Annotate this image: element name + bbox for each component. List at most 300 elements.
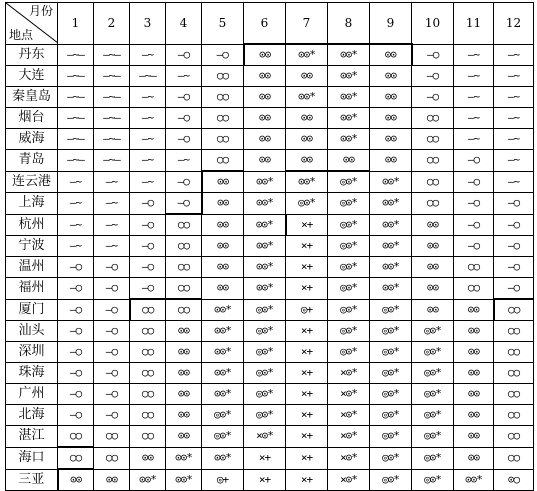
climate-cell: ⊙⊙* (370, 278, 412, 300)
climate-cell: ×+ (286, 257, 328, 278)
climate-cell: ◎⊙* (412, 447, 454, 469)
month-header-12: 12 (494, 3, 534, 45)
climate-cell: ◎⊙* (412, 426, 454, 448)
climate-cell: ×⊙* (328, 469, 370, 491)
climate-cell: ◎⊙* (370, 426, 412, 448)
climate-cell: ⊙⊙* (202, 363, 244, 384)
climate-cell: —~ (130, 171, 166, 193)
climate-cell: ⊙⊙* (328, 44, 370, 66)
month-header-9: 9 (370, 3, 412, 45)
climate-cell: ⊙⊙ (370, 66, 412, 87)
climate-cell: ⊙⊙ (454, 405, 494, 426)
place-name: 秦皇岛 (6, 87, 58, 108)
climate-cell: ○○ (130, 321, 166, 342)
climate-cell: ⊙⊙ (166, 426, 202, 448)
climate-cell: ◎⊙* (328, 257, 370, 278)
climate-cell: ◎⊙* (202, 426, 244, 448)
climate-cell: —○ (166, 44, 202, 66)
climate-cell: ○○ (412, 150, 454, 172)
climate-cell: ○○ (130, 405, 166, 426)
climate-cell: —○ (130, 236, 166, 257)
climate-cell: ⊙⊙ (454, 342, 494, 363)
climate-cell: —○ (202, 44, 244, 66)
climate-cell: ⊙⊙* (202, 342, 244, 363)
climate-cell: —○ (454, 150, 494, 172)
climate-cell: —○ (494, 214, 534, 236)
place-name: 三亚 (6, 469, 58, 491)
month-header-10: 10 (412, 3, 454, 45)
table-row (6, 278, 534, 300)
climate-cell: —○ (454, 236, 494, 257)
climate-cell: —~— (58, 108, 94, 129)
climate-cell: ○○ (166, 278, 202, 300)
table-row (6, 66, 534, 87)
climate-cell: ⊙⊙ (412, 299, 454, 321)
climate-cell: ⊙⊙* (454, 469, 494, 491)
climate-cell: ⊙⊙ (166, 321, 202, 342)
climate-cell: —~ (58, 214, 94, 236)
place-name: 大连 (6, 66, 58, 87)
climate-cell: —○ (94, 278, 130, 300)
climate-cell: ◎⊙* (202, 405, 244, 426)
climate-cell: ◎⊙* (328, 278, 370, 300)
climate-cell: ○○ (202, 66, 244, 87)
table-row (6, 342, 534, 363)
climate-cell: ○○ (412, 193, 454, 215)
climate-cell: ⊙⊙* (202, 299, 244, 321)
climate-cell: —~ (94, 193, 130, 215)
climate-cell: —○ (58, 278, 94, 300)
climate-cell: ○○ (494, 447, 534, 469)
climate-cell: ⊙⊙* (244, 193, 286, 215)
table-row (6, 426, 534, 448)
place-name: 烟台 (6, 108, 58, 129)
climate-cell: —○ (166, 171, 202, 193)
climate-cell: ○○ (166, 299, 202, 321)
climate-cell: ×+ (286, 236, 328, 257)
climate-cell: —~ (494, 66, 534, 87)
climate-cell: ⊙⊙ (454, 299, 494, 321)
climate-cell: ⊙⊙* (370, 236, 412, 257)
climate-cell: —○ (94, 257, 130, 278)
climate-cell: ◎⊙* (370, 363, 412, 384)
climate-cell: ⊙⊙ (244, 150, 286, 172)
climate-cell: —○ (58, 321, 94, 342)
climate-cell: —~ (494, 171, 534, 193)
climate-cell: ◎⊙* (328, 299, 370, 321)
climate-cell: —~— (130, 66, 166, 87)
climate-cell: ◎⊙* (244, 299, 286, 321)
climate-cell: ×+ (286, 469, 328, 491)
climate-cell: —○ (454, 171, 494, 193)
climate-cell: ⊙⊙ (202, 257, 244, 278)
climate-cell: —○ (454, 193, 494, 215)
climate-cell: —○ (94, 405, 130, 426)
place-name: 上海 (6, 193, 58, 215)
climate-cell: ×+ (286, 214, 328, 236)
climate-cell: ⊙⊙ (286, 150, 328, 172)
climate-cell: ◎⊙* (370, 405, 412, 426)
climate-cell: ○○ (454, 278, 494, 300)
table-row (6, 363, 534, 384)
climate-cell: ◎⊙* (412, 342, 454, 363)
climate-cell: —~ (494, 108, 534, 129)
climate-cell: ⊙⊙ (454, 447, 494, 469)
place-name: 湛江 (6, 426, 58, 448)
climate-cell: ⊙⊙* (370, 214, 412, 236)
table-row (6, 384, 534, 405)
climate-cell: —~— (58, 44, 94, 66)
climate-cell: —~ (454, 108, 494, 129)
climate-cell: ×⊙* (328, 363, 370, 384)
climate-cell: ◎+ (202, 469, 244, 491)
climate-cell: ⊙⊙ (286, 129, 328, 150)
climate-cell: —○ (166, 108, 202, 129)
climate-cell: —○ (494, 257, 534, 278)
climate-cell: ○○ (202, 150, 244, 172)
climate-cell: —○ (58, 342, 94, 363)
climate-cell: —○ (412, 44, 454, 66)
month-header-6: 6 (244, 3, 286, 45)
climate-cell: —~ (494, 44, 534, 66)
climate-cell: ⊙⊙ (58, 469, 94, 491)
climate-cell: ◎⊙* (328, 214, 370, 236)
header-row (6, 3, 534, 45)
climate-cell: ⊙⊙ (244, 44, 286, 66)
climate-cell: ⊙⊙* (286, 44, 328, 66)
climate-month-table (5, 2, 534, 491)
climate-cell: —~ (454, 44, 494, 66)
climate-cell: —~ (166, 150, 202, 172)
corner-cell (6, 3, 58, 45)
climate-cell: ◎⊙* (328, 193, 370, 215)
table-row (6, 321, 534, 342)
climate-cell: ○○ (130, 363, 166, 384)
climate-cell: ◎⊙* (328, 171, 370, 193)
climate-cell: ◎⊙* (244, 363, 286, 384)
climate-cell: ⊙⊙* (166, 469, 202, 491)
place-name: 温州 (6, 257, 58, 278)
climate-cell: —~ (130, 87, 166, 108)
climate-cell: ×+ (286, 384, 328, 405)
climate-cell: ⊙⊙ (166, 342, 202, 363)
climate-cell: —○ (494, 236, 534, 257)
climate-cell: ×⊙* (244, 426, 286, 448)
climate-cell: ⊙⊙ (244, 108, 286, 129)
climate-cell: ○○ (202, 108, 244, 129)
climate-cell: ◎⊙* (370, 342, 412, 363)
climate-cell: ⊙⊙ (202, 171, 244, 193)
climate-cell: ○○ (130, 426, 166, 448)
climate-cell: ◎⊙* (370, 321, 412, 342)
table-row (6, 171, 534, 193)
climate-cell: ⊙⊙ (370, 87, 412, 108)
month-header-1: 1 (58, 3, 94, 45)
place-name: 连云港 (6, 171, 58, 193)
climate-cell: ◎⊙* (244, 342, 286, 363)
climate-cell: ×⊙* (328, 447, 370, 469)
place-name: 宁波 (6, 236, 58, 257)
climate-cell: ⊙⊙ (166, 405, 202, 426)
climate-cell: —○ (412, 66, 454, 87)
climate-cell: ○○ (166, 214, 202, 236)
month-header-3: 3 (130, 3, 166, 45)
climate-cell: ⊙⊙ (412, 236, 454, 257)
table-row (6, 87, 534, 108)
climate-cell: ○○ (130, 299, 166, 321)
climate-cell: —~— (58, 150, 94, 172)
table-row (6, 193, 534, 215)
climate-cell: —~ (166, 66, 202, 87)
climate-cell: ◎⊙* (412, 321, 454, 342)
climate-cell: ○○ (58, 426, 94, 448)
climate-cell: ○○ (94, 426, 130, 448)
climate-cell: ⊙⊙ (286, 66, 328, 87)
month-header-7: 7 (286, 3, 328, 45)
climate-cell: ◎⊙* (328, 342, 370, 363)
climate-cell: —~— (94, 66, 130, 87)
table-row (6, 129, 534, 150)
month-header-2: 2 (94, 3, 130, 45)
climate-cell: ○○ (494, 342, 534, 363)
climate-cell: ⊙⊙ (130, 447, 166, 469)
climate-cell: —~— (58, 87, 94, 108)
climate-cell: ⊙⊙* (286, 87, 328, 108)
climate-cell: —~ (94, 171, 130, 193)
climate-cell: —○ (94, 299, 130, 321)
climate-cell: ⊙⊙ (328, 150, 370, 172)
climate-cell: ○○ (166, 236, 202, 257)
climate-cell: —~ (58, 171, 94, 193)
climate-cell: ◎⊙* (412, 405, 454, 426)
table-row (6, 469, 534, 491)
climate-cell: ◎⊙* (370, 447, 412, 469)
climate-cell: —○ (494, 278, 534, 300)
climate-cell: ○○ (494, 321, 534, 342)
climate-cell: —○ (412, 87, 454, 108)
month-header-8: 8 (328, 3, 370, 45)
climate-cell: ◎⊙* (244, 321, 286, 342)
climate-cell: ⊙⊙* (328, 66, 370, 87)
place-name: 广州 (6, 384, 58, 405)
climate-cell: ⊙⊙ (412, 257, 454, 278)
climate-cell: —○ (58, 363, 94, 384)
climate-cell: —○ (166, 87, 202, 108)
month-header-4: 4 (166, 3, 202, 45)
climate-cell: ○○ (494, 384, 534, 405)
climate-cell: —~— (94, 108, 130, 129)
place-name: 汕头 (6, 321, 58, 342)
place-name: 北海 (6, 405, 58, 426)
climate-cell: ◎⊙* (328, 236, 370, 257)
place-axis-label: 地点 (9, 27, 34, 42)
month-header-5: 5 (202, 3, 244, 45)
climate-cell: ⊙⊙* (286, 171, 328, 193)
place-name: 珠海 (6, 363, 58, 384)
climate-cell: —~— (94, 129, 130, 150)
climate-cell: ◎⊙* (244, 405, 286, 426)
climate-cell: ○○ (58, 447, 94, 469)
climate-cell: —○ (454, 214, 494, 236)
climate-cell: —~ (130, 44, 166, 66)
table-row (6, 257, 534, 278)
place-name: 青岛 (6, 150, 58, 172)
climate-cell: ⊙⊙ (202, 214, 244, 236)
climate-cell: ⊙⊙* (202, 384, 244, 405)
place-name: 厦门 (6, 299, 58, 321)
climate-cell: —~— (58, 129, 94, 150)
climate-cell: ○○ (494, 363, 534, 384)
climate-cell: —○ (494, 193, 534, 215)
climate-cell: ⊙⊙ (412, 214, 454, 236)
climate-cell: ◎⊙* (412, 384, 454, 405)
climate-cell: ⊙⊙* (370, 171, 412, 193)
climate-cell: ×+ (286, 447, 328, 469)
place-name: 丹东 (6, 44, 58, 66)
climate-cell: ×+ (286, 405, 328, 426)
climate-cell: ⊙⊙* (202, 321, 244, 342)
climate-cell: ⊙⊙* (130, 469, 166, 491)
climate-cell: ⊙⊙ (202, 193, 244, 215)
climate-cell: ◎⊙* (328, 321, 370, 342)
climate-cell: ⊙⊙ (454, 384, 494, 405)
climate-cell: ⊙⊙ (244, 129, 286, 150)
climate-cell: —○ (58, 257, 94, 278)
climate-cell: ⊙⊙* (328, 87, 370, 108)
climate-cell: ⊙⊙* (244, 171, 286, 193)
climate-cell: —○ (94, 342, 130, 363)
climate-cell: ⊙⊙ (244, 66, 286, 87)
climate-cell: ×⊙* (328, 405, 370, 426)
climate-cell: ◎⊙* (370, 469, 412, 491)
climate-cell: ◎+ (286, 299, 328, 321)
climate-cell: ⊙⊙* (328, 129, 370, 150)
climate-cell: ⊙⊙* (328, 108, 370, 129)
place-name: 威海 (6, 129, 58, 150)
climate-cell: —~ (58, 193, 94, 215)
climate-cell: ⊙⊙ (454, 363, 494, 384)
climate-cell: —~— (94, 150, 130, 172)
climate-cell: —○ (58, 384, 94, 405)
climate-cell: —○ (166, 129, 202, 150)
place-name: 杭州 (6, 214, 58, 236)
climate-cell: —○ (130, 278, 166, 300)
climate-cell: —~ (58, 236, 94, 257)
climate-cell: ◎⊙* (244, 384, 286, 405)
climate-cell: —~ (130, 129, 166, 150)
table-row (6, 44, 534, 66)
climate-cell: ⊙⊙ (454, 426, 494, 448)
climate-cell: —~ (130, 108, 166, 129)
climate-cell: —○ (130, 214, 166, 236)
climate-cell: ⊙⊙ (370, 44, 412, 66)
climate-cell: ×+ (286, 363, 328, 384)
climate-cell: —○ (130, 257, 166, 278)
climate-cell: ⊙⊙ (202, 236, 244, 257)
table-row (6, 299, 534, 321)
climate-cell: ⊙⊙* (244, 278, 286, 300)
climate-cell: ○○ (412, 129, 454, 150)
climate-cell: ⊙⊙ (412, 278, 454, 300)
table-row (6, 150, 534, 172)
climate-cell: ○○ (494, 405, 534, 426)
climate-cell: ◎⊙* (412, 363, 454, 384)
climate-cell: ⊙⊙* (370, 257, 412, 278)
table-row (6, 447, 534, 469)
climate-cell: ○○ (130, 342, 166, 363)
climate-cell: ⊙○ (494, 469, 534, 491)
climate-cell: ⊙⊙* (166, 447, 202, 469)
table-row (6, 108, 534, 129)
climate-cell: ⊙⊙ (370, 129, 412, 150)
month-axis-label: 月份 (28, 4, 53, 18)
climate-cell: ○○ (454, 257, 494, 278)
climate-cell: ⊙⊙* (244, 236, 286, 257)
climate-cell: —~— (58, 66, 94, 87)
climate-cell: ⊙⊙ (166, 363, 202, 384)
climate-cell: ⊙⊙* (202, 447, 244, 469)
climate-cell: ○○ (202, 87, 244, 108)
climate-cell: ×+ (244, 469, 286, 491)
climate-cell: ×+ (244, 447, 286, 469)
climate-cell: —~ (94, 236, 130, 257)
climate-cell: ○○ (412, 108, 454, 129)
climate-cell: ⊙⊙ (244, 87, 286, 108)
climate-cell: ⊙⊙ (286, 108, 328, 129)
climate-cell: —~— (94, 44, 130, 66)
climate-cell: ○○ (412, 171, 454, 193)
climate-cell: ×+ (286, 278, 328, 300)
climate-cell: ⊙⊙* (244, 257, 286, 278)
climate-cell: —~ (94, 214, 130, 236)
climate-cell: —○ (94, 384, 130, 405)
climate-cell: ×+ (286, 342, 328, 363)
table-row (6, 405, 534, 426)
climate-cell: —~ (494, 87, 534, 108)
table-body (6, 3, 534, 491)
climate-cell: ⊙⊙* (370, 193, 412, 215)
climate-cell: —~ (454, 129, 494, 150)
climate-cell: ○○ (494, 426, 534, 448)
climate-cell: —~ (454, 87, 494, 108)
climate-cell: —○ (58, 405, 94, 426)
climate-cell: ◎⊙* (370, 384, 412, 405)
table-row (6, 214, 534, 236)
climate-cell: ◎⊙* (412, 469, 454, 491)
climate-cell: ○○ (202, 129, 244, 150)
climate-cell: —~— (94, 87, 130, 108)
climate-cell: ◎⊙* (286, 193, 328, 215)
climate-cell: —○ (58, 299, 94, 321)
table-row (6, 236, 534, 257)
climate-cell: —○ (130, 193, 166, 215)
climate-cell: ⊙⊙ (454, 321, 494, 342)
place-name: 福州 (6, 278, 58, 300)
climate-cell: ×+ (286, 321, 328, 342)
climate-cell: ⊙⊙ (370, 150, 412, 172)
climate-cell: —~ (494, 129, 534, 150)
climate-table-container (5, 2, 533, 487)
month-header-11: 11 (454, 3, 494, 45)
climate-cell: ○○ (494, 299, 534, 321)
climate-cell: —~ (454, 66, 494, 87)
climate-cell: —○ (166, 193, 202, 215)
climate-cell: ⊙⊙ (370, 108, 412, 129)
climate-cell: ○○ (130, 384, 166, 405)
climate-cell: —○ (94, 321, 130, 342)
climate-cell: ⊙⊙* (244, 214, 286, 236)
place-name: 海口 (6, 447, 58, 469)
